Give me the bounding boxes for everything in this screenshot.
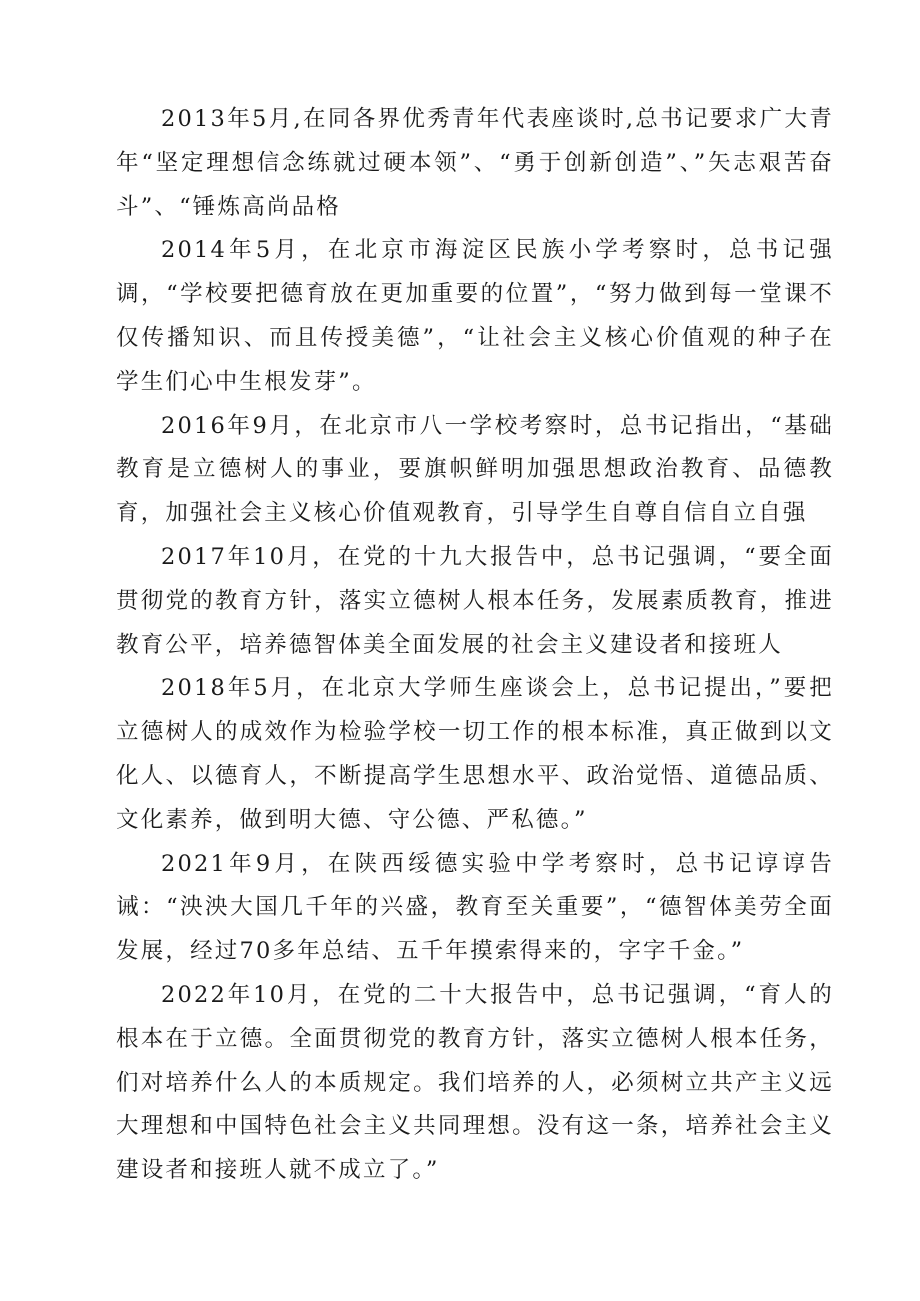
paragraph-2014: 2014年5月，在北京市海淀区民族小学考察时，总书记强调，“学校要把德育放在更加重要的位置”，“努力做到每一堂课不仅传播知识、而且传授美德”，“让社会主义核心价值观的种子在学生们心中生根发芽”。	[116, 237, 834, 395]
paragraph-2016: 2016年9月，在北京市八一学校考察时，总书记指出，“基础教育是立德树人的事业，要旗帜鲜明加强思想政治教育、品德教育，加强社会主义核心价值观教育，引导学生自尊自信自立自强	[116, 412, 834, 527]
paragraph-2017: 2017年10月，在党的十九大报告中，总书记强调，“要全面贯彻党的教育方针，落实立德树人根本任务，发展素质教育，推进教育公平，培养德智体美全面发展的社会主义建设者和接班人	[116, 543, 834, 658]
paragraph-2013: 2013年5月,在同各界优秀青年代表座谈时,总书记要求广大青年“坚定理想信念练就过硬本领”、“勇于创新创造”、”矢志艰苦奋斗”、“锤炼高尚品格	[116, 106, 834, 220]
paragraph-2022: 2022年10月，在党的二十大报告中，总书记强调，“育人的根本在于立德。全面贯彻党的教育方针，落实立德树人根本任务，们对培养什么人的本质规定。我们培养的人，必须树立共产主义远大理想和中国特色社会主义共同理想。没有这一条，培养社会主义建设者和接班人就不成立了。”	[116, 981, 834, 1184]
paragraph-2021: 2021年9月，在陕西绥德实验中学考察时，总书记谆谆告诫：“泱泱大国几千年的兴盛，教育至关重要”，“德智体美劳全面发展，经过70多年总结、五千年摸索得来的，字字千金。”	[116, 850, 834, 965]
document-body	[116, 98, 834, 1193]
paragraph-2018: 2018年5月，在北京大学师生座谈会上，总书记提出，”要把立德树人的成效作为检验学校一切工作的根本标准，真正做到以文化人、以德育人，不断提高学生思想水平、政治觉悟、道德品质、文化素养，做到明大德、守公德、严私德。”	[116, 675, 834, 833]
